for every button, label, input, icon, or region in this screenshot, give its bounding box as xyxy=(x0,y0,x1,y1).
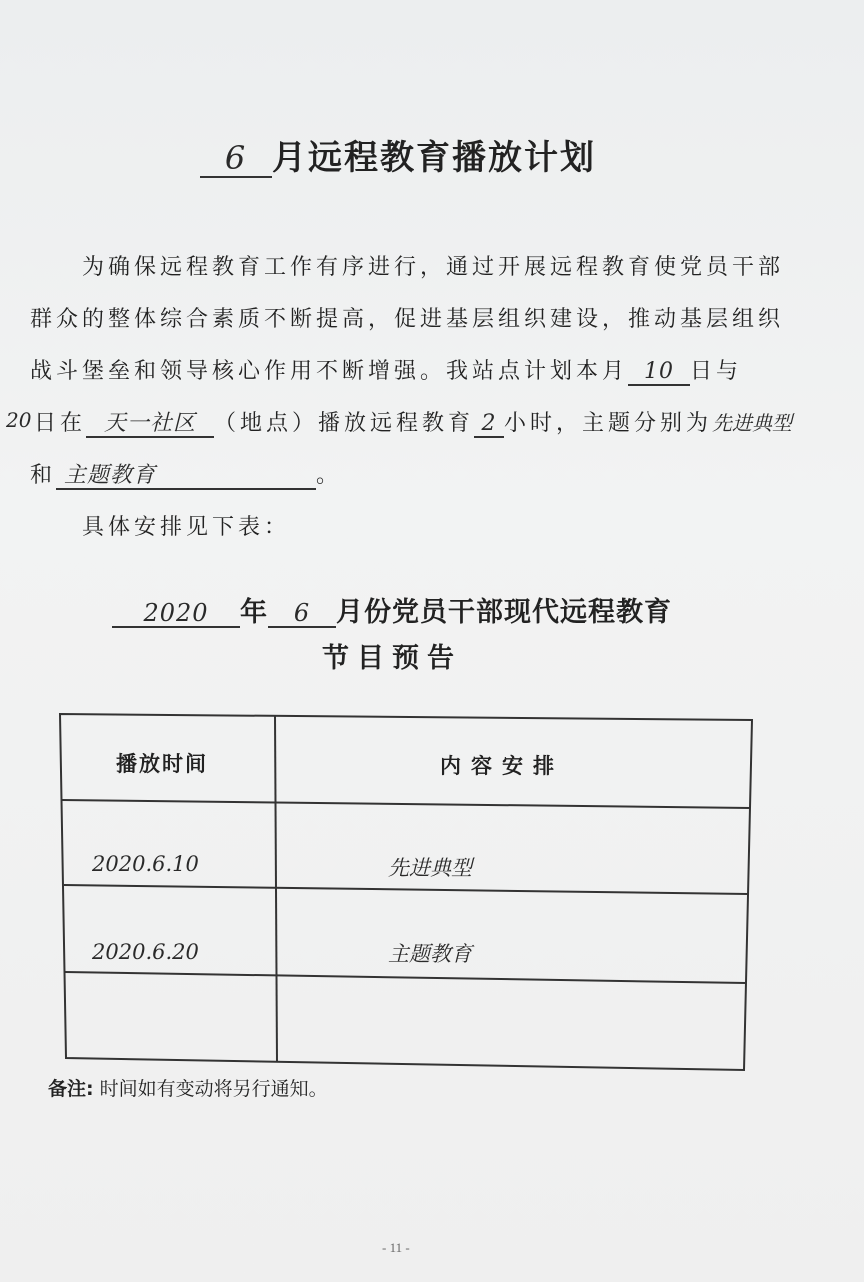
table-row-divider xyxy=(64,885,748,894)
remark-note xyxy=(48,1074,328,1101)
table-cell-content: 先进典型 xyxy=(388,856,472,880)
table-row-divider xyxy=(62,800,750,808)
table-column-divider xyxy=(275,716,277,1062)
schedule-year-char: 年 xyxy=(240,597,268,628)
paragraph-line-5-b: 。 xyxy=(316,463,343,488)
paragraph-line-5-a: 和 xyxy=(30,463,57,488)
theme1-handwriting: 先进典型 xyxy=(712,411,793,435)
title-month-blank: 6 xyxy=(200,141,272,178)
schedule-year-blank: 2020 xyxy=(112,600,240,628)
paragraph-line-4-a: 日在 xyxy=(34,411,87,436)
paragraph-line-2: 群众的整体综合素质不断提高，促进基层组织建设，推动基层组织 xyxy=(30,307,785,332)
margin-handwritten-note: 20 xyxy=(6,408,32,432)
remark-text: 时间如有变动将另行通知。 xyxy=(99,1078,328,1100)
table-cell-content: 主题教育 xyxy=(388,942,472,966)
paragraph-line-6: 具体安排见下表： xyxy=(82,515,291,540)
paragraph-line-1: 为确保远程教育工作有序进行，通过开展远程教育使党员干部 xyxy=(82,255,785,280)
remark-label: 备注: xyxy=(48,1078,94,1100)
place-blank: 天一社区 xyxy=(86,412,214,438)
table-cell-time: 2020.6.20 xyxy=(92,940,199,964)
paragraph-line-4-b: （地点）播放远程教育 xyxy=(214,411,475,436)
table-cell-time: 2020.6.10 xyxy=(92,852,199,876)
title-text: 月远程教育播放计划 xyxy=(272,138,596,178)
paragraph-line-3-prefix: 战斗堡垒和领导核心作用不断增强。我站点计划本月 xyxy=(30,359,629,384)
schedule-subtitle: 节目预告 xyxy=(322,643,462,674)
paragraph-line-3-suffix: 日与 xyxy=(690,359,743,384)
page-number: - 11 - xyxy=(382,1240,410,1255)
hours-blank: 2 xyxy=(474,412,504,438)
theme2-blank: 主题教育 xyxy=(56,464,316,490)
day1-blank: 10 xyxy=(628,360,690,386)
table-header-time: 播放时间 xyxy=(116,752,208,776)
schedule-month-blank: 6 xyxy=(268,600,336,628)
schedule-title-rest: 月份党员干部现代远程教育 xyxy=(336,597,672,628)
table-header-content: 内容安排 xyxy=(440,754,564,778)
paragraph-line-4-c: 小时，主题分别为 xyxy=(504,411,713,436)
table-row-divider xyxy=(65,972,746,983)
